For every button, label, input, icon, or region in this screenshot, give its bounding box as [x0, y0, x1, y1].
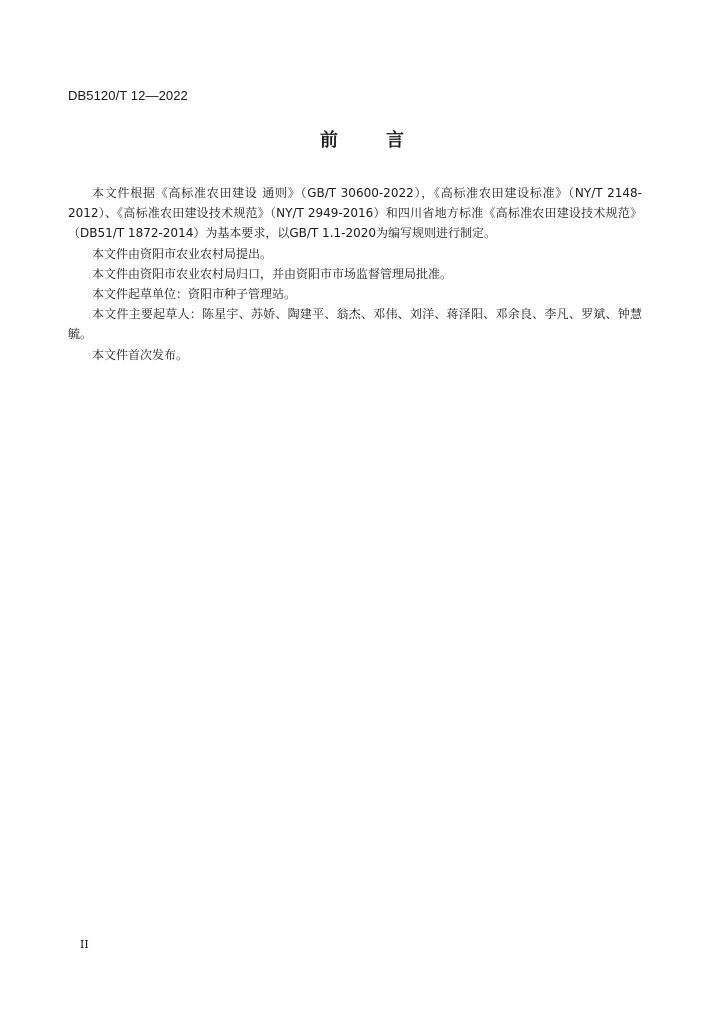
paragraph-drafting-unit: 本文件起草单位：资阳市种子管理站。: [92, 287, 297, 302]
paragraph-first-release: 本文件首次发布。: [92, 347, 189, 362]
foreword-body: [68, 183, 642, 365]
page-number: II: [80, 938, 89, 951]
paragraph-basis: 本文件根据《高标准农田建设 通则》（GB/T 30600-2022），《高标准农田建设标准》（NY/T 2148-2012）、《高标准农田建设技术规范》（NY/T 2949-2016）和四川省地方标准《高标准农田建设技术规范》（DB51/T 1872-2014）为基本要求，以GB/T 1.1-2020为编写规则进行制定。: [68, 186, 642, 241]
paragraph-approval: 本文件由资阳市农业农村局归口，并由资阳市市场监督管理局批准。: [92, 266, 453, 281]
section-title: 前言: [320, 130, 452, 151]
paragraph-proposer: 本文件由资阳市农业农村局提出。: [92, 246, 273, 261]
paragraph-drafters: 本文件主要起草人：陈星宇、苏娇、陶建平、翁杰、邓伟、刘洋、蒋泽阳、邓余良、李凡、罗斌、钟慧毓。: [68, 307, 642, 342]
document-code: DB5120/T 12—2022: [68, 88, 188, 103]
